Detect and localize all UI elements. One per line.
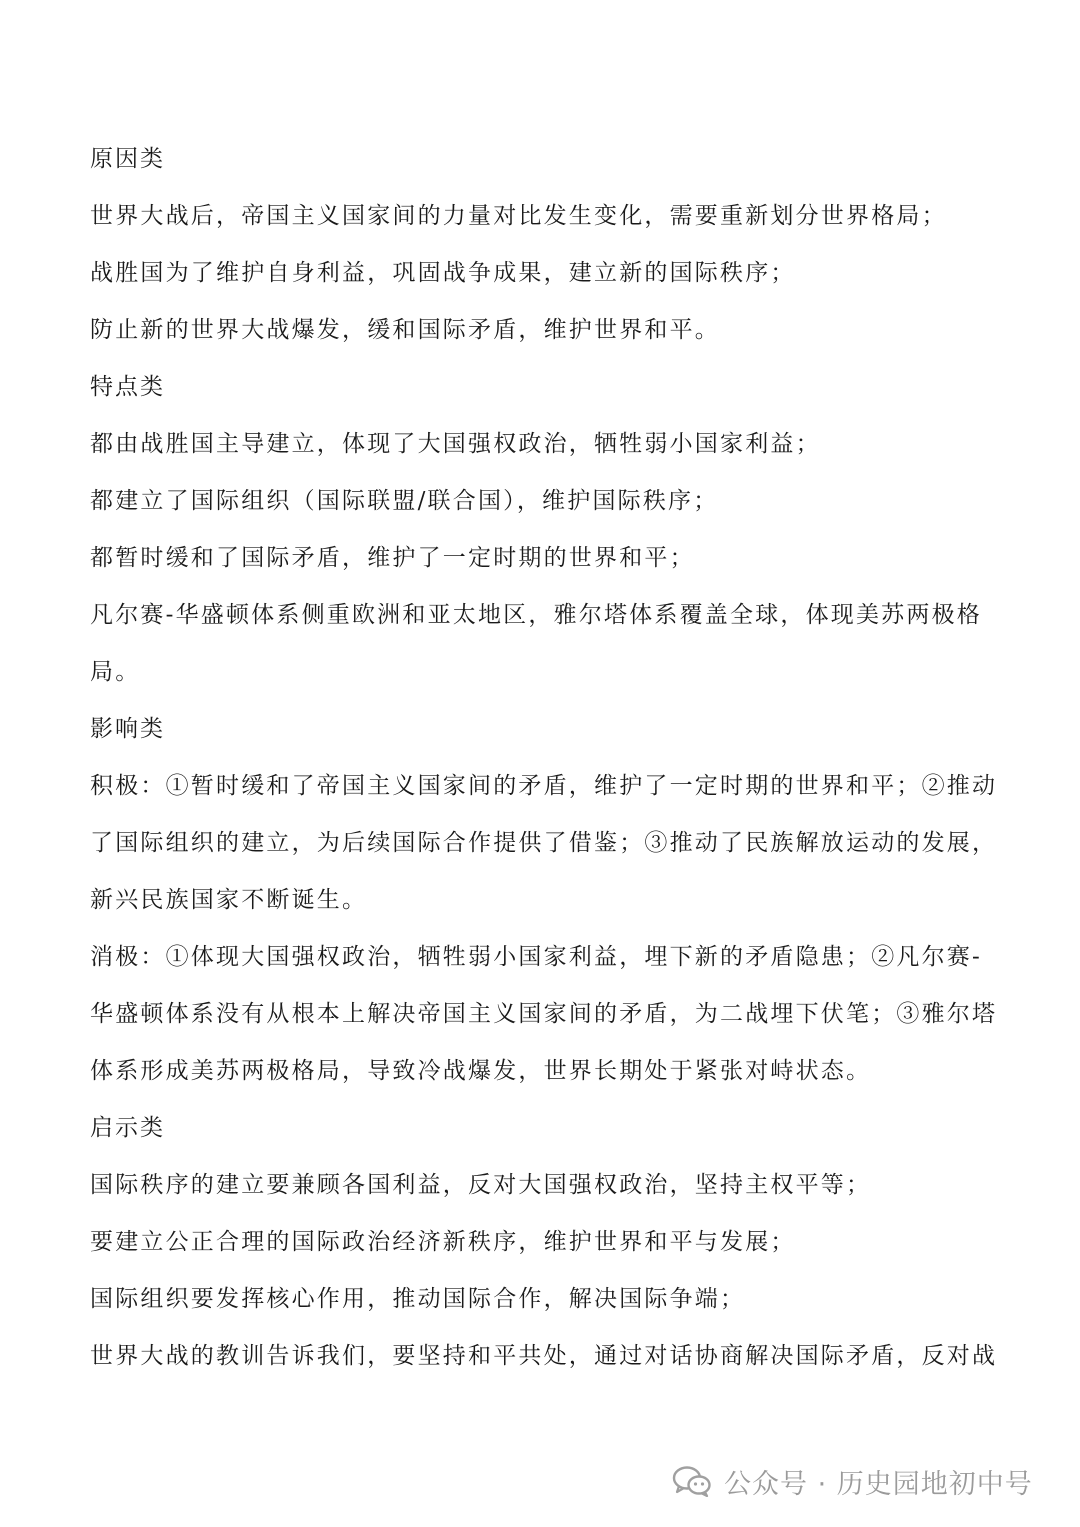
text-line: 都暂时缓和了国际矛盾，维护了一定时期的世界和平；: [90, 545, 695, 571]
text-line: 世界大战后，帝国主义国家间的力量对比发生变化，需要重新划分世界格局；: [90, 203, 947, 229]
text-line: 都建立了国际组织（国际联盟/联合国），维护国际秩序；: [90, 488, 719, 514]
text-line: 凡尔赛-华盛顿体系侧重欧洲和亚太地区，雅尔塔体系覆盖全球，体现美苏两极格: [90, 602, 982, 628]
text-line: 国际秩序的建立要兼顾各国利益，反对大国强权政治，坚持主权平等；: [90, 1172, 872, 1198]
text-line: 了国际组织的建立，为后续国际合作提供了借鉴；③推动了民族解放运动的发展，: [90, 830, 998, 856]
section-heading: 启示类: [90, 1115, 165, 1141]
text-line: 要建立公正合理的国际政治经济新秩序，维护世界和平与发展；: [90, 1229, 796, 1255]
text-line: 体系形成美苏两极格局，导致冷战爆发，世界长期处于紧张对峙状态。: [90, 1058, 872, 1084]
document-body: [90, 131, 1000, 1385]
text-line: 积极：①暂时缓和了帝国主义国家间的矛盾，维护了一定时期的世界和平；②推动: [90, 773, 998, 799]
text-line: 世界大战的教训告诉我们，要坚持和平共处，通过对话协商解决国际矛盾，反对战: [90, 1343, 998, 1369]
section-heading: 原因类: [90, 146, 165, 172]
section-heading: 影响类: [90, 716, 165, 742]
text-line: 战胜国为了维护自身利益，巩固战争成果，建立新的国际秩序；: [90, 260, 796, 286]
text-line: 都由战胜国主导建立，体现了大国强权政治，牺牲弱小国家利益；: [90, 431, 821, 457]
text-line: 局。: [90, 659, 141, 685]
watermark-text: 公众号 · 历史园地初中号: [724, 1468, 1033, 1500]
text-line: 新兴民族国家不断诞生。: [90, 887, 368, 913]
section-heading: 特点类: [90, 374, 165, 400]
text-line: 防止新的世界大战爆发，缓和国际矛盾，维护世界和平。: [90, 317, 720, 343]
watermark: [672, 1459, 1033, 1503]
wechat-icon: [672, 1465, 712, 1497]
text-line: 华盛顿体系没有从根本上解决帝国主义国家间的矛盾，为二战埋下伏笔；③雅尔塔: [90, 1001, 998, 1027]
text-line: 消极：①体现大国强权政治，牺牲弱小国家利益，埋下新的矛盾隐患；②凡尔赛-: [90, 944, 982, 970]
text-line: 国际组织要发挥核心作用，推动国际合作，解决国际争端；: [90, 1286, 746, 1312]
